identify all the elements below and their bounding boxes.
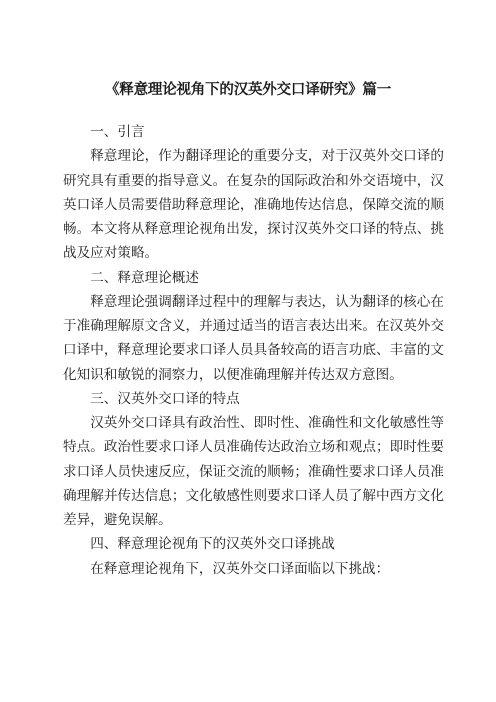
paragraph-introduction: 释意理论，作为翻译理论的重要分支，对于汉英外交口译的研究具有重要的指导意义。在复杂的国际政治和外交语境中，汉英口译人员需要借助释意理论，准确地传达信息，保障交流的顺畅。本文将从释意理论视角出发，探讨汉英外交口译的特点、挑战及应对策略。 xyxy=(63,148,444,262)
heading-interpreting-features: 三、汉英外交口译的特点 xyxy=(90,390,240,407)
heading-introduction: 一、引言 xyxy=(90,124,145,140)
document-title: 《释意理论视角下的汉英外交口译研究》篇一 xyxy=(105,82,391,98)
paragraph-interpreting-features: 汉英外交口译具有政治性、即时性、准确性和文化敏感性等特点。政治性要求口译人员准确传达政治立场和观点；即时性要求口译人员快速反应，保证交流的顺畅；准确性要求口译人员准确理解并传达信息；文化敏感性则要求口译人员了解中西方文化差异，避免误解。 xyxy=(63,415,444,528)
paragraph-challenges: 在释意理论视角下，汉英外交口译面临以下挑战： xyxy=(90,560,390,577)
paragraph-theory-overview: 释意理论强调翻译过程中的理解与表达，认为翻译的核心在于准确理解原文含义，并通过适当的语言表达出来。在汉英外交口译中，释意理论要求口译人员具备较高的语言功底、丰富的文化知识和敏锐的洞察力，以便准确理解并传达双方意图。 xyxy=(63,293,444,383)
document-body xyxy=(63,120,444,581)
heading-challenges: 四、释意理论视角下的汉英外交口译挑战 xyxy=(90,536,335,553)
heading-theory-overview: 二、释意理论概述 xyxy=(90,269,199,286)
